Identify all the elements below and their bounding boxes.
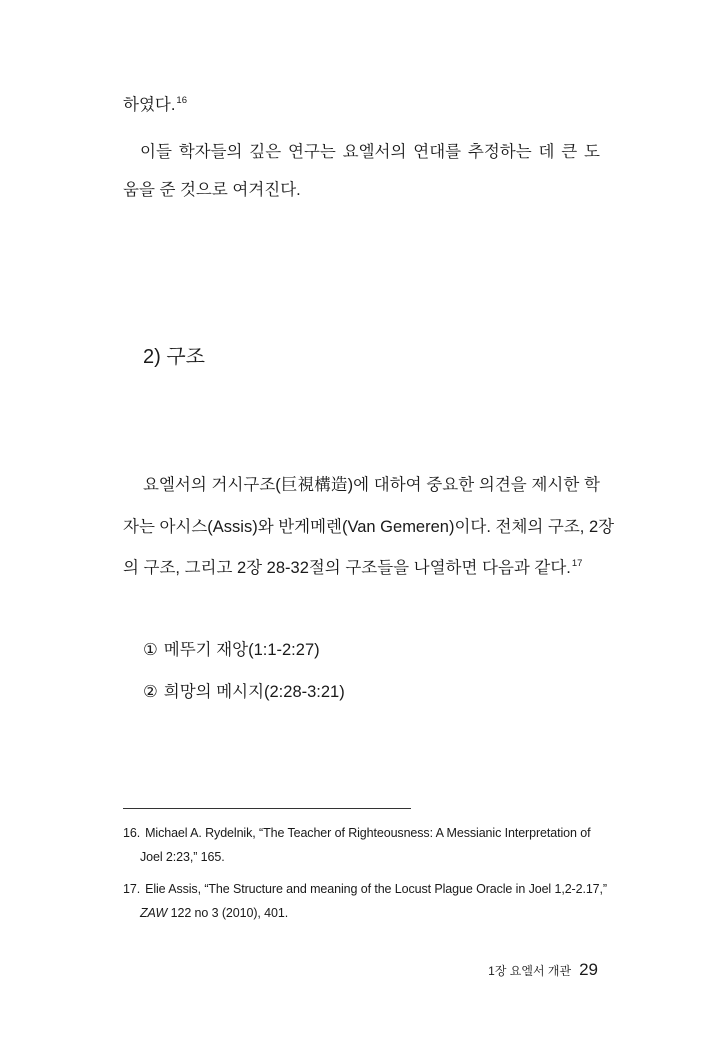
paragraph-text: 하였다. [123, 96, 176, 114]
list-item-text: 희망의 메시지(2:28-3:21) [163, 683, 345, 701]
paragraph-line [123, 93, 187, 117]
footnote-16-continuation: Joel 2:23,” 165. [140, 850, 225, 864]
list-item [143, 680, 345, 704]
list-item-text: 메뚜기 재앙(1:1-2:27) [163, 641, 320, 659]
section-heading: 2) 구조 [143, 346, 205, 368]
paragraph-line: 이들 학자들의 깊은 연구는 요엘서의 연대를 추정하는 데 큰 도 [140, 143, 600, 161]
paragraph-text: 의 구조, 그리고 2장 28-32절의 구조들을 나열하면 다음과 같다. [123, 559, 571, 577]
paragraph-line: 움을 준 것으로 여겨진다. [123, 181, 301, 199]
page-number: 29 [579, 960, 598, 979]
page-footer [488, 957, 598, 984]
footnote-text: Michael A. Rydelnik, “The Teacher of Righteousness: A Messianic Interpretation of [145, 826, 591, 840]
chapter-title: 1장 요엘서 개관 [488, 964, 572, 978]
footnote-16 [123, 824, 590, 842]
footnote-text: Elie Assis, “The Structure and meaning of the Locust Plague Oracle in Joel 1,2-2.17,” [145, 882, 607, 896]
footnote-17-continuation [140, 904, 288, 922]
footnote-reference: 17 [571, 558, 583, 569]
list-marker: ① [143, 641, 158, 659]
footnote-number: 16. [123, 826, 141, 840]
footnote-number: 17. [123, 882, 141, 896]
footnote-reference: 16 [176, 95, 187, 106]
list-item [143, 638, 320, 662]
footnote-17 [123, 880, 607, 898]
journal-abbreviation: ZAW [140, 906, 168, 920]
paragraph-line: 요엘서의 거시구조(巨視構造)에 대하여 중요한 의견을 제시한 학 [143, 476, 600, 494]
footnote-text: 122 no 3 (2010), 401. [167, 906, 289, 920]
footnote-separator [123, 808, 411, 809]
paragraph-line: 자는 아시스(Assis)와 반게메렌(Van Gemeren)이다. 전체의 구조, 2장 [123, 518, 615, 536]
paragraph-line [123, 556, 582, 580]
list-marker: ② [143, 683, 158, 701]
